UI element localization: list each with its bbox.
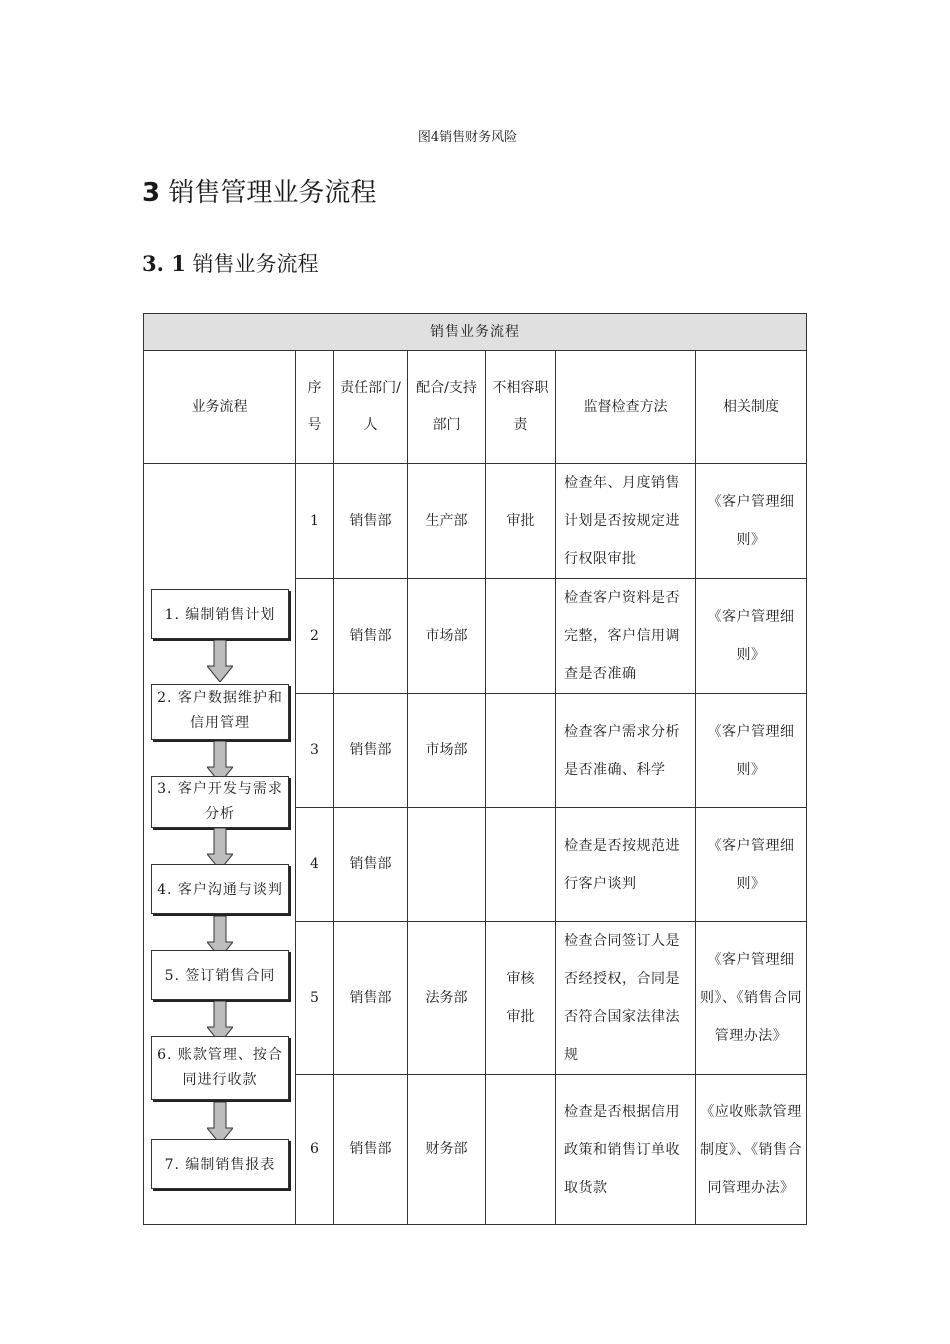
table-title: 销售业务流程 [144,314,807,351]
down-arrow-icon [207,640,233,682]
subsection-number: 3. 1 [142,251,186,276]
cell-regulation: 《应收账款管理制度》、《销售合同管理办法》 [696,1075,807,1225]
cell-method: 检查是否根据信用政策和销售订单收取货款 [556,1075,696,1225]
cell-dept: 销售部 [334,464,408,579]
cell-dept: 销售部 [334,694,408,808]
cell-seq: 4 [296,808,334,922]
flow-step-3: 3. 客户开发与需求分析 [151,776,289,828]
flow-step-1: 1. 编制销售计划 [151,589,289,639]
header-dept: 责任部门/人 [334,351,408,464]
cell-dept: 销售部 [334,579,408,694]
header-regulation: 相关制度 [696,351,807,464]
cell-seq: 5 [296,922,334,1075]
flow-step-6: 6. 账款管理、按合同进行收款 [151,1036,289,1100]
cell-support: 财务部 [408,1075,486,1225]
cell-method: 检查客户需求分析是否准确、科学 [556,694,696,808]
cell-support: 生产部 [408,464,486,579]
header-incompat: 不相容职责 [486,351,556,464]
section-heading [142,172,376,209]
cell-regulation: 《客户管理细则》 [696,808,807,922]
flow-step-5: 5. 签订销售合同 [151,950,289,1000]
header-seq: 序号 [296,351,334,464]
cell-seq: 3 [296,694,334,808]
cell-seq: 6 [296,1075,334,1225]
cell-seq: 2 [296,579,334,694]
header-method: 监督检查方法 [556,351,696,464]
subsection-heading [142,248,319,278]
cell-support: 市场部 [408,579,486,694]
cell-incompat [486,808,556,922]
cell-regulation: 《客户管理细则》 [696,579,807,694]
cell-incompat [486,579,556,694]
cell-method: 检查是否按规范进行客户谈判 [556,808,696,922]
cell-method: 检查合同签订人是否经授权，合同是否符合国家法律法规 [556,922,696,1075]
down-arrow-icon [207,1102,233,1144]
cell-regulation: 《客户管理细则》、《销售合同管理办法》 [696,922,807,1075]
section-title: 销售管理业务流程 [168,178,377,208]
cell-regulation: 《客户管理细则》 [696,694,807,808]
figure-caption: 图4销售财务风险 [417,130,518,145]
subsection-title: 销售业务流程 [192,252,319,276]
cell-support: 市场部 [408,694,486,808]
flow-step-4: 4. 客户沟通与谈判 [151,864,289,914]
table-header-row [144,351,807,464]
cell-incompat: 审核审批 [486,922,556,1075]
sales-process-table [143,313,807,1225]
cell-dept: 销售部 [334,922,408,1075]
flowchart-cell [144,464,296,1225]
cell-method: 检查客户资料是否完整，客户信用调查是否准确 [556,579,696,694]
cell-dept: 销售部 [334,1075,408,1225]
cell-support: 法务部 [408,922,486,1075]
cell-incompat [486,694,556,808]
section-number: 3 [142,178,161,208]
header-support: 配合/支持部门 [408,351,486,464]
cell-regulation: 《客户管理细则》 [696,464,807,579]
cell-method: 检查年、月度销售计划是否按规定进行权限审批 [556,464,696,579]
flow-step-2: 2. 客户数据维护和信用管理 [151,684,289,740]
flow-step-7: 7. 编制销售报表 [151,1139,289,1189]
cell-incompat: 审批 [486,464,556,579]
cell-incompat [486,1075,556,1225]
cell-seq: 1 [296,464,334,579]
table-row [144,464,807,579]
header-flow: 业务流程 [144,351,296,464]
cell-support [408,808,486,922]
cell-dept: 销售部 [334,808,408,922]
